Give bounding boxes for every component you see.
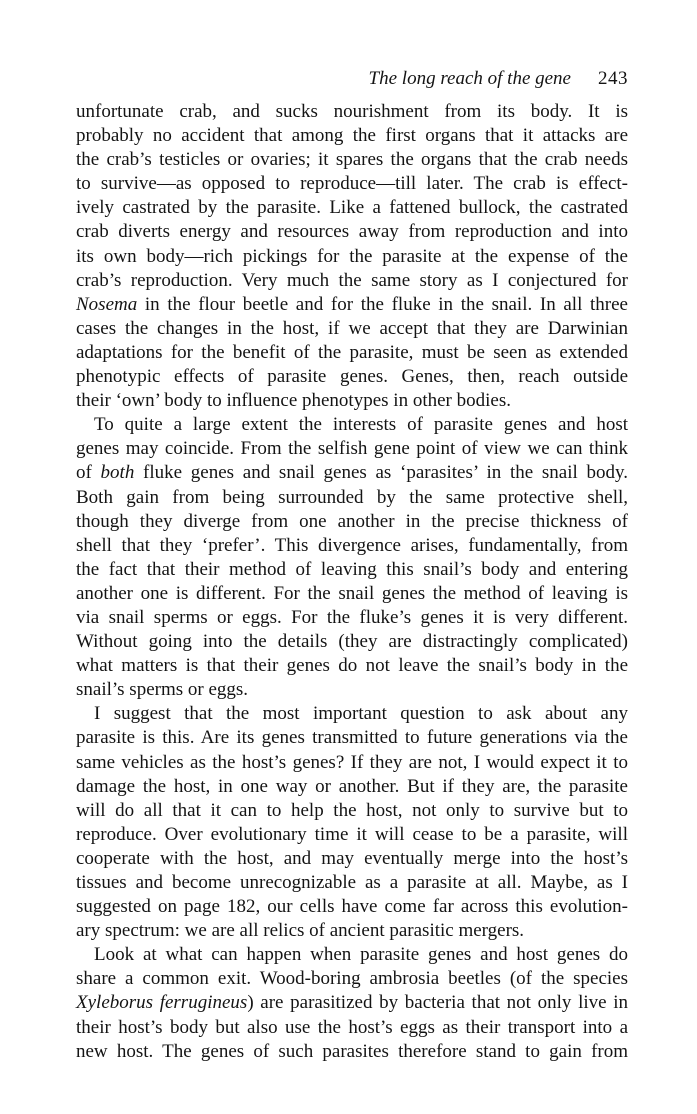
text-run: adaptations for the benefit of the parasite, must be seen as extended	[76, 341, 628, 363]
text-run: another one is different. For the snail genes the method of leaving is	[76, 582, 628, 604]
text-line	[76, 991, 628, 1015]
text-run: snail’s sperms or eggs.	[76, 679, 249, 701]
text-run: of	[76, 462, 101, 484]
text-line	[76, 317, 628, 341]
text-run: unfortunate crab, and sucks nourishment from its body. It is	[76, 101, 628, 122]
text-line	[76, 245, 628, 269]
text-line	[76, 389, 628, 413]
text-line	[76, 847, 628, 871]
text-run: ) are parasitized by bacteria that not only live in	[247, 992, 628, 1014]
text-line	[76, 293, 628, 317]
text-line	[76, 172, 628, 196]
text-line	[76, 148, 628, 172]
text-run: what matters is that their genes do not leave the snail’s body in the	[76, 655, 628, 677]
text-run: probably no accident that among the first organs that it attacks are	[76, 125, 628, 147]
text-run: via snail sperms or eggs. For the fluke’s genes it is very different.	[76, 606, 628, 628]
text-run: parasite is this. Are its genes transmitted to future generations via the	[76, 727, 628, 749]
text-line	[76, 510, 628, 534]
text-run: genes may coincide. From the selfish gene point of view we can think	[76, 438, 628, 460]
page-number: 243	[598, 68, 628, 89]
text-run: reproduce. Over evolutionary time it will cease to be a parasite, will	[76, 823, 628, 845]
text-run: crab diverts energy and resources away from reproduction and into	[76, 221, 628, 243]
text-run: Both gain from being surrounded by the same protective shell,	[76, 486, 628, 508]
text-line	[76, 1040, 628, 1064]
text-line	[76, 269, 628, 293]
text-line	[76, 486, 628, 510]
text-line	[76, 558, 628, 582]
text-line	[76, 124, 628, 148]
text-line	[76, 967, 628, 991]
text-run: their host’s body but also use the host’s eggs as their transport into a	[76, 1016, 628, 1038]
text-run: cases the changes in the host, if we accept that they are Darwinian	[76, 317, 628, 339]
text-line	[76, 196, 628, 220]
text-line	[76, 895, 628, 919]
text-run: their ‘own’ body to influence phenotypes in other bodies.	[76, 390, 511, 412]
text-line	[76, 1016, 628, 1040]
text-run: new host. The genes of such parasites therefore stand to gain from	[76, 1040, 628, 1062]
italic-term: Nosema	[76, 293, 138, 315]
text-run: To quite a large extent the interests of parasite genes and host	[94, 414, 628, 436]
text-line	[76, 919, 628, 943]
text-run: ively castrated by the parasite. Like a fattened bullock, the castrated	[76, 197, 628, 219]
running-head	[76, 66, 628, 92]
text-run: shell that they ‘prefer’. This divergence arises, fundamentally, from	[76, 534, 628, 556]
text-line	[76, 341, 628, 365]
text-line	[76, 823, 628, 847]
text-run: ary spectrum: we are all relics of ancient parasitic mergers.	[76, 920, 525, 942]
text-line	[76, 871, 628, 895]
text-line	[76, 220, 628, 244]
text-line	[76, 702, 628, 726]
text-run: will do all that it can to help the host, not only to survive but to	[76, 799, 628, 821]
text-run: I suggest that the most important question to ask about any	[94, 703, 628, 725]
text-run: its own body—rich pickings for the parasite at the expense of the	[76, 245, 628, 267]
text-line	[76, 606, 628, 630]
text-run: Without going into the details (they are distractingly complicated)	[76, 631, 628, 653]
text-line	[76, 751, 628, 775]
text-run: in the flour beetle and for the fluke in the snail. In all three	[137, 293, 628, 315]
text-run: the crab’s testicles or ovaries; it spares the organs that the crab needs	[76, 149, 628, 171]
text-line	[76, 461, 628, 485]
book-page	[76, 66, 628, 1064]
text-line	[76, 943, 628, 967]
text-line	[76, 100, 628, 124]
text-run: fluke genes and snail genes as ‘parasites’ in the snail body.	[134, 462, 629, 484]
running-title: The long reach of the gene	[368, 68, 571, 89]
text-run: though they diverge from one another in the precise thickness of	[76, 510, 628, 532]
text-run: same vehicles as the host’s genes? If they are not, I would expect it to	[76, 751, 628, 773]
text-line	[76, 582, 628, 606]
text-run: the fact that their method of leaving this snail’s body and entering	[76, 558, 628, 580]
italic-term: Xyleborus ferrugineus	[76, 992, 248, 1014]
text-line	[76, 534, 628, 558]
text-line	[76, 630, 628, 654]
text-run: cooperate with the host, and may eventually merge into the host’s	[76, 847, 628, 869]
body-text	[76, 100, 628, 1064]
text-run: suggested on page 182, our cells have come far across this evolution-	[76, 896, 628, 918]
text-line	[76, 799, 628, 823]
text-run: share a common exit. Wood-boring ambrosia beetles (of the species	[76, 968, 628, 990]
text-line	[76, 437, 628, 461]
text-run: to survive—as opposed to reproduce—till later. The crab is effect-	[76, 173, 628, 195]
text-run: damage the host, in one way or another. But if they are, the parasite	[76, 775, 628, 797]
text-line	[76, 678, 628, 702]
text-run: Look at what can happen when parasite genes and host genes do	[94, 944, 628, 966]
text-run: tissues and become unrecognizable as a parasite at all. Maybe, as I	[76, 872, 628, 893]
text-line	[76, 775, 628, 799]
text-line	[76, 413, 628, 437]
text-run: crab’s reproduction. Very much the same story as I conjectured for	[76, 269, 628, 291]
text-line	[76, 726, 628, 750]
text-line	[76, 365, 628, 389]
text-line	[76, 654, 628, 678]
text-run: phenotypic effects of parasite genes. Genes, then, reach outside	[76, 366, 628, 388]
italic-term: both	[100, 462, 135, 484]
